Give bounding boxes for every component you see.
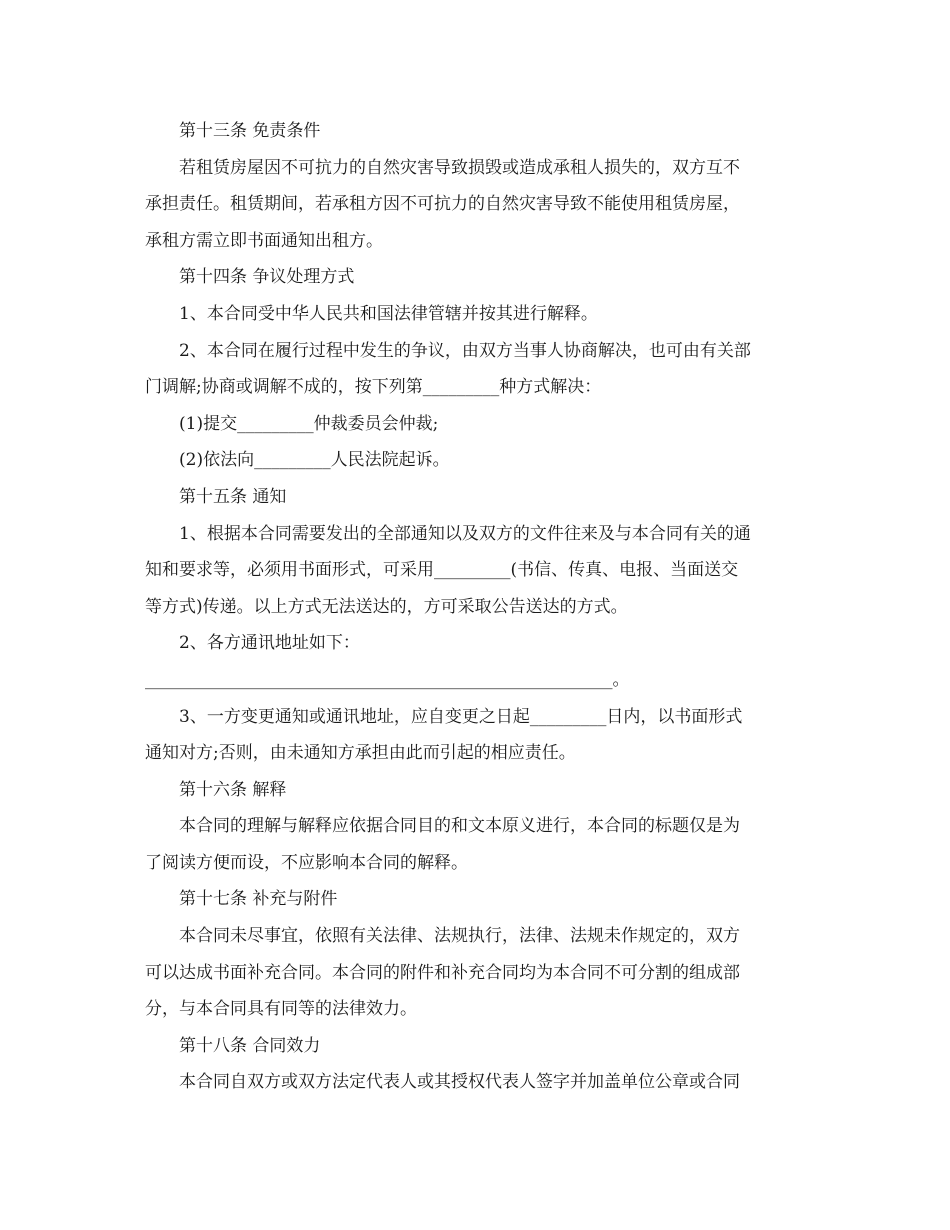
document-line: 第十四条 争议处理方式 xyxy=(179,267,355,288)
document-line: 本合同未尽事宜，依照有关法律、法规执行，法律、法规未作规定的，双方 xyxy=(179,926,740,947)
document-line: 3、一方变更通知或通讯地址，应自变更之日起_________日内，以书面形式 xyxy=(179,706,743,727)
document-line: 第十八条 合同效力 xyxy=(179,1035,321,1056)
document-line: 承担责任。租赁期间，若承租方因不可抗力的自然灾害导致不能使用租赁房屋， xyxy=(145,194,740,215)
document-line: 本合同自双方或双方法定代表人或其授权代表人签字并加盖单位公章或合同 xyxy=(179,1072,740,1093)
document-body xyxy=(145,113,805,1101)
document-line: 若租赁房屋因不可抗力的自然灾害导致损毁或造成承租人损失的，双方互不 xyxy=(179,157,740,178)
document-line: 可以达成书面补充合同。本合同的附件和补充合同均为本合同不可分割的组成部 xyxy=(145,962,740,983)
document-line: (1)提交_________仲裁委员会仲裁; xyxy=(179,413,439,434)
document-line: 2、本合同在履行过程中发生的争议，由双方当事人协商解决，也可由有关部 xyxy=(179,340,751,361)
document-line: 知和要求等，必须用书面形式，可采用_________(书信、传真、电报、当面送交 xyxy=(145,560,739,581)
document-line: 门调解;协商或调解不成的，按下列第_________种方式解决： xyxy=(145,377,602,398)
document-line: (2)依法向_________人民法院起诉。 xyxy=(179,450,450,471)
document-line: 通知对方;否则，由未通知方承担由此而引起的相应责任。 xyxy=(145,743,576,764)
document-line: 第十五条 通知 xyxy=(179,486,287,507)
document-line: 等方式)传递。以上方式无法送达的，方可采取公告送达的方式。 xyxy=(145,596,628,617)
document-line: 1、根据本合同需要发出的全部通知以及双方的文件往来及与本合同有关的通 xyxy=(179,523,751,544)
document-line: 了阅读方便而设，不应影响本合同的解释。 xyxy=(145,852,468,873)
document-line: 2、各方通讯地址如下： xyxy=(179,633,360,654)
document-line: 第十三条 免责条件 xyxy=(179,121,321,141)
document-line: 第十七条 补充与附件 xyxy=(179,889,338,910)
document-line: 第十六条 解释 xyxy=(179,779,287,800)
document-line: _______________________________________________________。 xyxy=(145,669,630,690)
document-line: 分，与本合同具有同等的法律效力。 xyxy=(145,999,417,1020)
document-line: 本合同的理解与解释应依据合同目的和文本原义进行，本合同的标题仅是为 xyxy=(179,816,740,837)
document-line: 承租方需立即书面通知出租方。 xyxy=(145,230,383,251)
document-line: 1、本合同受中华人民共和国法律管辖并按其进行解释。 xyxy=(179,303,598,324)
